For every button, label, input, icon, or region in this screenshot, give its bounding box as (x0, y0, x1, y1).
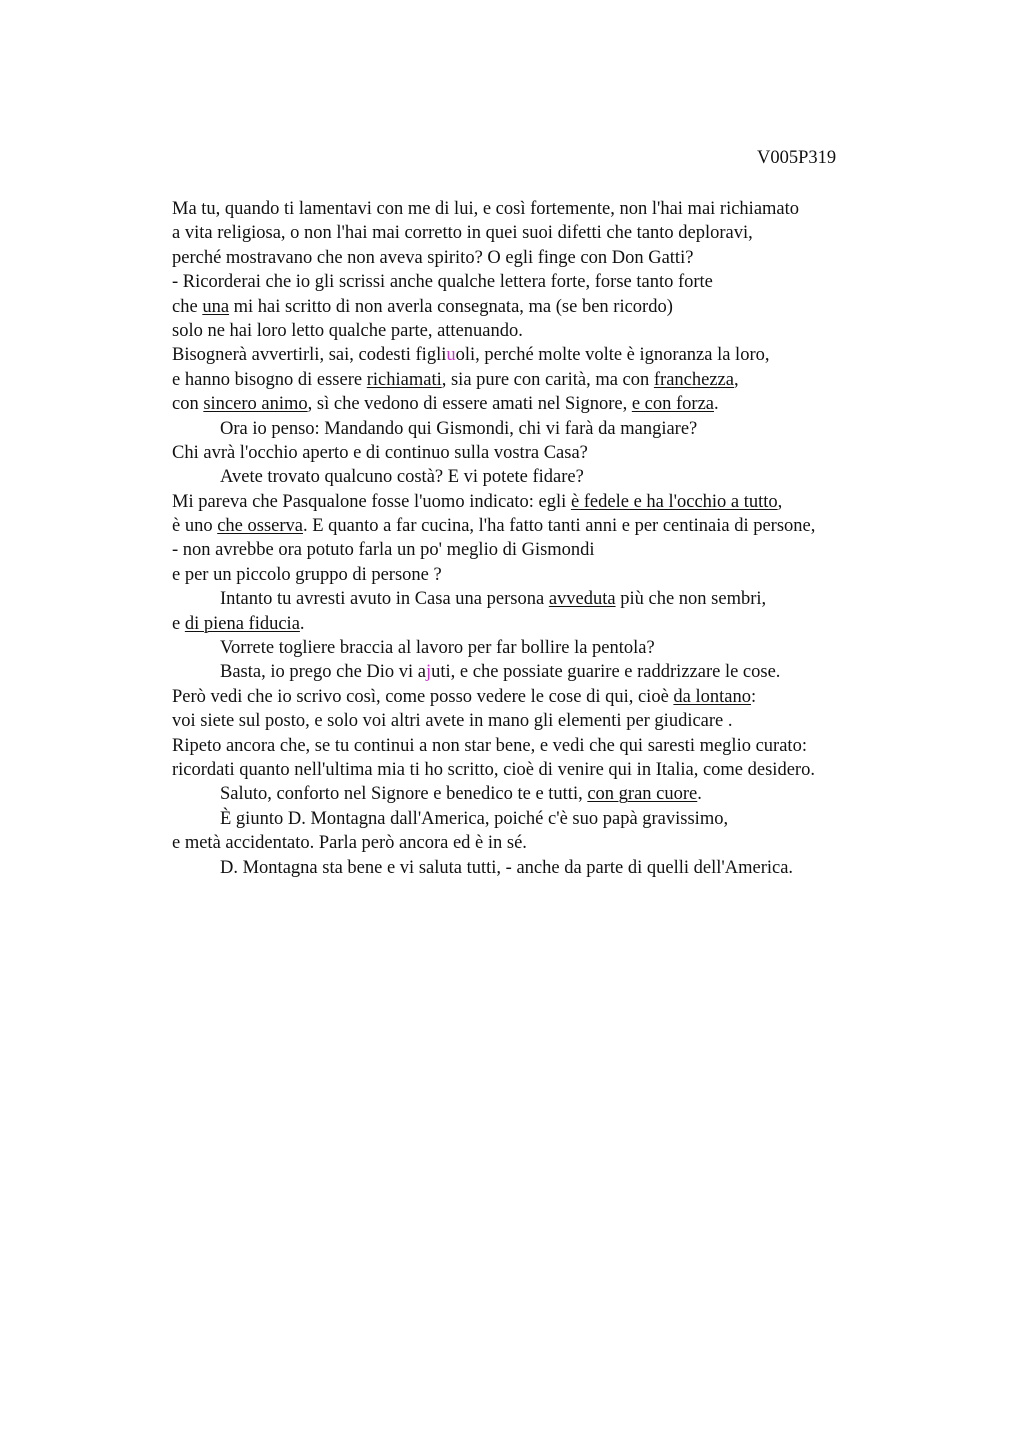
text-line (172, 856, 972, 880)
text-line (172, 612, 972, 636)
text-segment: Vorrete togliere braccia al lavoro per far bollire la pentola? (220, 638, 655, 659)
underlined-text: è fedele e ha l'occhio a tutto (570, 491, 778, 512)
text-segment: Intanto tu avresti avuto in Casa una persona (220, 589, 549, 610)
text-line (172, 343, 972, 367)
text-segment: . (697, 784, 702, 805)
text-segment: Bisognerà avvertirli, sai, codesti figli (172, 345, 447, 366)
text-line (172, 734, 972, 758)
underlined-text: avveduta (548, 589, 616, 610)
text-segment: Ma tu, quando ti lamentavi con me di lui, e così fortemente, non l'hai mai richiamato (172, 199, 800, 219)
text-segment: e per un piccolo gruppo di persone ? (172, 564, 442, 585)
text-segment: - Ricorderai che io gli scrissi anche qualche lettera forte, forse tanto forte (172, 272, 713, 293)
text-segment: : (750, 686, 757, 707)
text-segment: Avete trovato qualcuno costà? E vi potete fidare? (220, 467, 584, 488)
text-segment: Saluto, conforto nel Signore e benedico te e tutti, (220, 784, 588, 805)
underlined-text: richiamati (366, 369, 442, 390)
text-line (172, 368, 972, 392)
text-segment: più che non sembri, (615, 589, 767, 610)
underlined-text: sincero animo (203, 394, 308, 415)
text-segment: solo ne hai loro letto qualche parte, attenuando. (172, 320, 523, 341)
text-line (172, 246, 972, 270)
text-line (172, 563, 972, 587)
page-id: V005P319 (757, 148, 837, 168)
text-segment: - non avrebbe ora potuto farla un po' meglio di Gismondi (172, 540, 595, 561)
text-segment: e (172, 613, 185, 634)
text-segment: Ripeto ancora che, se tu continui a non star bene, e vedi che qui saresti meglio curato: (172, 735, 807, 756)
underlined-text: da lontano (673, 686, 751, 707)
text-line (172, 782, 972, 806)
text-line (172, 685, 972, 709)
text-segment: Però vedi che io scrivo così, come posso vedere le cose di qui, cioè (172, 686, 674, 707)
text-line (172, 197, 972, 221)
text-segment: è uno (172, 516, 218, 537)
text-line (172, 660, 972, 684)
text-segment: voi siete sul posto, e solo voi altri avete in mano gli elementi per giudicare . (172, 711, 733, 732)
text-segment: Mi pareva che Pasqualone fosse l'uomo indicato: egli (172, 491, 571, 512)
underlined-text: di piena fiducia (184, 613, 300, 634)
text-segment: , (733, 369, 739, 390)
underlined-text: una (202, 296, 230, 317)
text-segment: . (299, 613, 305, 634)
text-line (172, 417, 972, 441)
text-line (172, 295, 972, 319)
text-segment: uti, e che possiate guarire e raddrizzare le cose. (431, 662, 781, 683)
text-line (172, 319, 972, 343)
underlined-text: e con forza (631, 394, 714, 415)
text-line (172, 221, 972, 245)
text-line (172, 587, 972, 611)
text-line (172, 807, 972, 831)
text-line (172, 514, 972, 538)
text-segment: a vita religiosa, o non l'hai mai corretto in quei suoi difetti che tanto deploravi, (172, 223, 753, 244)
text-segment: , sì che vedono di essere amati nel Signore, (307, 394, 632, 415)
text-segment: con (172, 394, 204, 415)
text-line (172, 465, 972, 489)
text-segment: , sia pure con carità, ma con (441, 369, 654, 390)
text-line (172, 392, 972, 416)
text-segment: che (172, 296, 203, 317)
text-segment: perché mostravano che non aveva spirito? O egli finge con Don Gatti? (172, 247, 694, 268)
text-segment: e metà accidentato. Parla però ancora ed è in sé. (172, 833, 527, 854)
text-line (172, 490, 972, 514)
text-line (172, 831, 972, 855)
underlined-text: che osserva (217, 516, 303, 537)
text-segment: D. Montagna sta bene e vi saluta tutti, - anche da parte di quelli dell'America. (220, 857, 794, 878)
text-segment: mi hai scritto di non averla consegnata, ma (se ben ricordo) (229, 296, 673, 317)
text-segment: , (777, 491, 783, 512)
text-segment: Ora io penso: Mandando qui Gismondi, chi vi farà da mangiare? (220, 418, 698, 439)
text-segment: . E quanto a far cucina, l'ha fatto tanti anni e per centinaia di persone, (303, 516, 816, 537)
text-line (172, 709, 972, 733)
letter-body (172, 197, 972, 880)
highlighted-letter: j (426, 662, 432, 683)
text-line (172, 758, 972, 782)
underlined-text: franchezza (653, 369, 734, 390)
text-line (172, 441, 972, 465)
text-segment: Basta, io prego che Dio vi a (220, 662, 427, 683)
text-line (172, 270, 972, 294)
highlighted-letter: u (446, 345, 456, 366)
text-segment: oli, perché molte volte è ignoranza la loro, (455, 345, 770, 366)
text-segment: È giunto D. Montagna dall'America, poiché c'è suo papà gravissimo, (220, 808, 729, 829)
underlined-text: con gran cuore (587, 784, 698, 805)
text-line (172, 538, 972, 562)
text-line (172, 636, 972, 660)
text-segment: ricordati quanto nell'ultima mia ti ho scritto, cioè di venire qui in Italia, come desidero. (172, 759, 815, 780)
text-segment: . (714, 394, 719, 415)
text-segment: Chi avrà l'occhio aperto e di continuo sulla vostra Casa? (172, 442, 588, 463)
text-segment: e hanno bisogno di essere (172, 369, 367, 390)
